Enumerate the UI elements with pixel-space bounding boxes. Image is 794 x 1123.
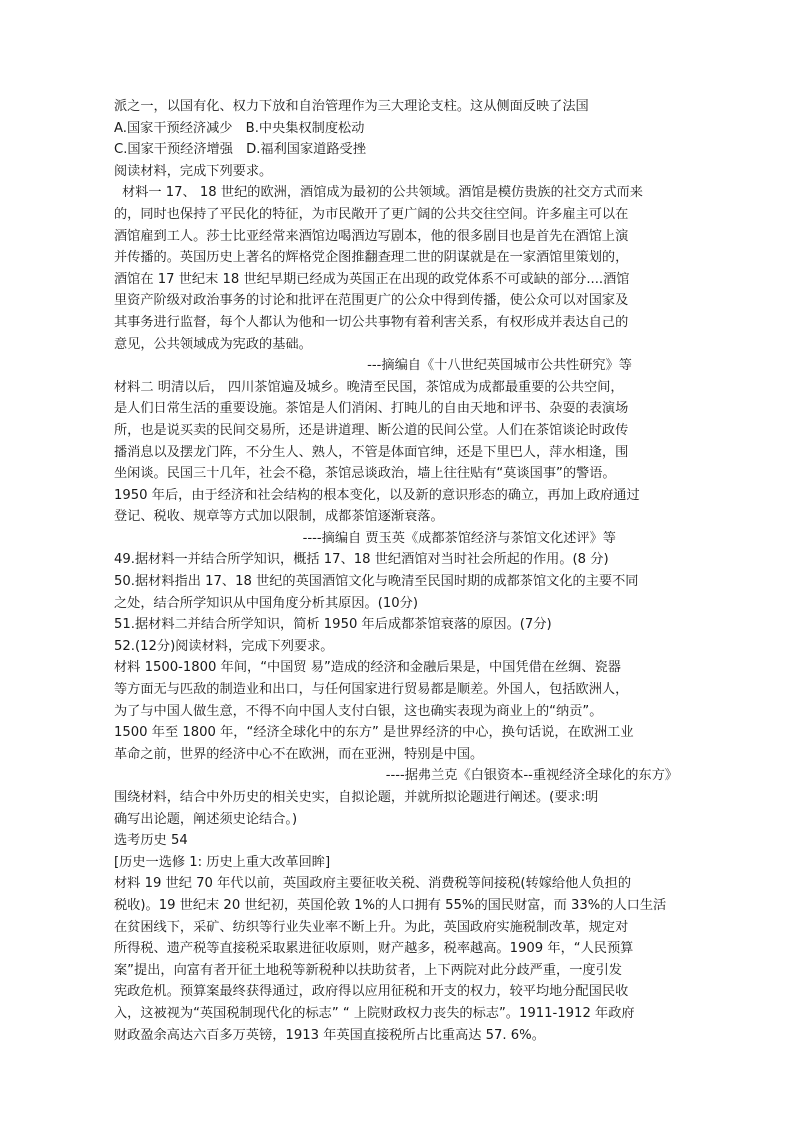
material-one-line-5: 酒馆在 17 世纪末 18 世纪早期已经成为英国正在出现的政党体系不可或缺的部分....酒馆 bbox=[114, 271, 630, 287]
material-one-line-8: 意见，公共领域成为宪政的基础。 bbox=[114, 336, 312, 352]
question-52-material-line-5: 革命之前，世界的经济中心不在欧洲，而在亚洲，特别是中国。 bbox=[114, 746, 484, 762]
question-49: 49.据材料一并结合所学知识，概括 17、18 世纪酒馆对当时社会所起的作用。(8 分) bbox=[114, 552, 609, 568]
material-one-line-7: 其事务进行监督，每个人都认为他和一切公共事物有着利害关系，有权形成并表达自己的 bbox=[114, 314, 629, 330]
elective-material-line-5: 案”提出，向富有者开征土地税等新税种以扶助贫者，上下两院对此分歧严重，一度引发 bbox=[114, 962, 622, 978]
material-one-source: ---摘编自《十八世纪英国城市公共性研究》等 bbox=[367, 358, 632, 374]
options-a-b: A.国家干预经济减少 B.中央集权制度松动 bbox=[114, 120, 365, 136]
elective-module-title: [历史一选修 1: 历史上重大改革回眸] bbox=[114, 854, 331, 870]
material-one-line-2: 的，同时也保持了平民化的特征，为市民敞开了更广阔的公共交往空间。许多雇主可以在 bbox=[114, 206, 629, 222]
elective-material-line-8: 财政盈余高达六百多万英镑，1913 年英国直接税所占比重高达 57. 6%。 bbox=[114, 1027, 545, 1043]
question-52-material-line-4: 1500 年至 1800 年，“经济全球化中的东方” 是世界经济的中心，换句话说，在欧洲工业 bbox=[114, 725, 634, 741]
question-52-material-line-1: 材料 1500-1800 年间，“中国贸 易”造成的经济和金融后果是，中国凭借在丝绸、瓷器 bbox=[114, 660, 621, 676]
material-two-source: ----摘编自 贾玉英《成都茶馆经济与茶馆文化述评》等 bbox=[302, 530, 616, 546]
elective-material-line-7: 入，这被视为“英国税制现代化的标志” “ 上院财政权力丧失的标志”。1911-1912 年政府 bbox=[114, 1005, 635, 1021]
options-c-d: C.国家干预经济增强 D.福利国家道路受挫 bbox=[114, 142, 366, 158]
material-two-line-5: 坐闲谈。民国三十几年，社会不稳，茶馆忌谈政治，墙上往往贴有“莫谈国事”的警语。 bbox=[114, 466, 616, 482]
exam-text-body bbox=[114, 96, 684, 1046]
material-two-line-3: 所，也是说买卖的民间交易所，还是讲道理、断公道的民间公堂。人们在茶馆谈论时政传 bbox=[114, 422, 629, 438]
material-one-line-4: 并传播的。英国历史上著名的辉格党企图推翻查理二世的阴谋就是在一家酒馆里策划的， bbox=[114, 250, 629, 266]
reading-instruction: 阅读材料，完成下列要求。 bbox=[114, 163, 273, 179]
material-one-line-6: 里资产阶级对政治事务的讨论和批评在范围更广的公众中得到传播，使公众可以对国家及 bbox=[114, 293, 629, 309]
elective-material-line-3: 在贫困线下，采矿、纺织等行业失业率不断上升。为此，英国政府实施税制改革，规定对 bbox=[114, 919, 629, 935]
question-50-line-2: 之处，结合所学知识从中国角度分析其原因。(10分) bbox=[114, 595, 419, 611]
question-50-line-1: 50.据材料指出 17、18 世纪的英国酒馆文化与晚清至民国时期的成都茶馆文化的主要不同 bbox=[114, 574, 639, 590]
material-two-line-4: 播消息以及摆龙门阵，不分生人、熟人，不管是体面官绅，还是下里巴人，萍水相逢，围 bbox=[114, 444, 629, 460]
question-stem-end: 派之一，以国有化、权力下放和自治管理作为三大理论支柱。这从侧面反映了法国 bbox=[114, 99, 589, 114]
material-two-line-7: 登记、税收、规章等方式加以限制，成都茶馆逐渐衰落。 bbox=[114, 509, 444, 525]
question-52-requirement-line-1: 围绕材料，结合中外历史的相关史实，自拟论题，并就所拟论题进行阐述。(要求:明 bbox=[114, 790, 599, 805]
question-52-source: ----据弗兰克《白银资本--重视经济全球化的东方》 bbox=[385, 768, 678, 784]
question-52-material-line-3: 为了与中国人做生意，不得不向中国人支付白银，这也确实表现为商业上的“纳贡”。 bbox=[114, 703, 603, 719]
question-52-heading: 52.(12分)阅读材料，完成下列要求。 bbox=[114, 638, 334, 654]
elective-heading: 选考历史 54 bbox=[114, 833, 188, 849]
material-one-line-1: 材料一 17、 18 世纪的欧洲，酒馆成为最初的公共领域。酒馆是模仿贵族的社交方式而来 bbox=[122, 185, 643, 201]
elective-material-line-4: 所得税、遗产税等直接税采取累进征收原则，财产越多，税率越高。1909 年，“人民预算 bbox=[114, 941, 634, 957]
material-two-line-1: 材料二 明清以后， 四川茶馆遍及城乡。晚清至民国，茶馆成为成都最重要的公共空间， bbox=[114, 379, 624, 395]
question-52-material-line-2: 等方面无与匹敌的制造业和出口，与任何国家进行贸易都是顺差。外国人，包括欧洲人， bbox=[114, 682, 629, 698]
elective-material-line-6: 宪政危机。预算案最终获得通过，政府得以应用征税和开支的权力，较平均地分配国民收 bbox=[114, 984, 629, 1000]
elective-material-line-2: 税收)。19 世纪末 20 世纪初，英国伦敦 1%的人口拥有 55%的国民财富，而 33%的人口生活 bbox=[114, 897, 667, 913]
question-51: 51.据材料二并结合所学知识，简析 1950 年后成都茶馆衰落的原因。(7分) bbox=[114, 617, 552, 633]
question-52-requirement-line-2: 确写出论题，阐述须史论结合。) bbox=[114, 811, 298, 827]
elective-material-line-1: 材料 19 世纪 70 年代以前，英国政府主要征收关税、消费税等间接税(转嫁给他人负担的 bbox=[114, 876, 632, 892]
material-one-line-3: 酒馆雇到工人。莎士比亚经常来酒馆边喝酒边写剧本，他的很多剧目也是首先在酒馆上演 bbox=[114, 228, 629, 244]
material-two-line-6: 1950 年后，由于经济和社会结构的根本变化，以及新的意识形态的确立，再加上政府通过 bbox=[114, 487, 640, 503]
material-two-line-2: 是人们日常生活的重要设施。茶馆是人们消闲、打盹儿的自由天地和评书、杂耍的表演场 bbox=[114, 401, 629, 417]
